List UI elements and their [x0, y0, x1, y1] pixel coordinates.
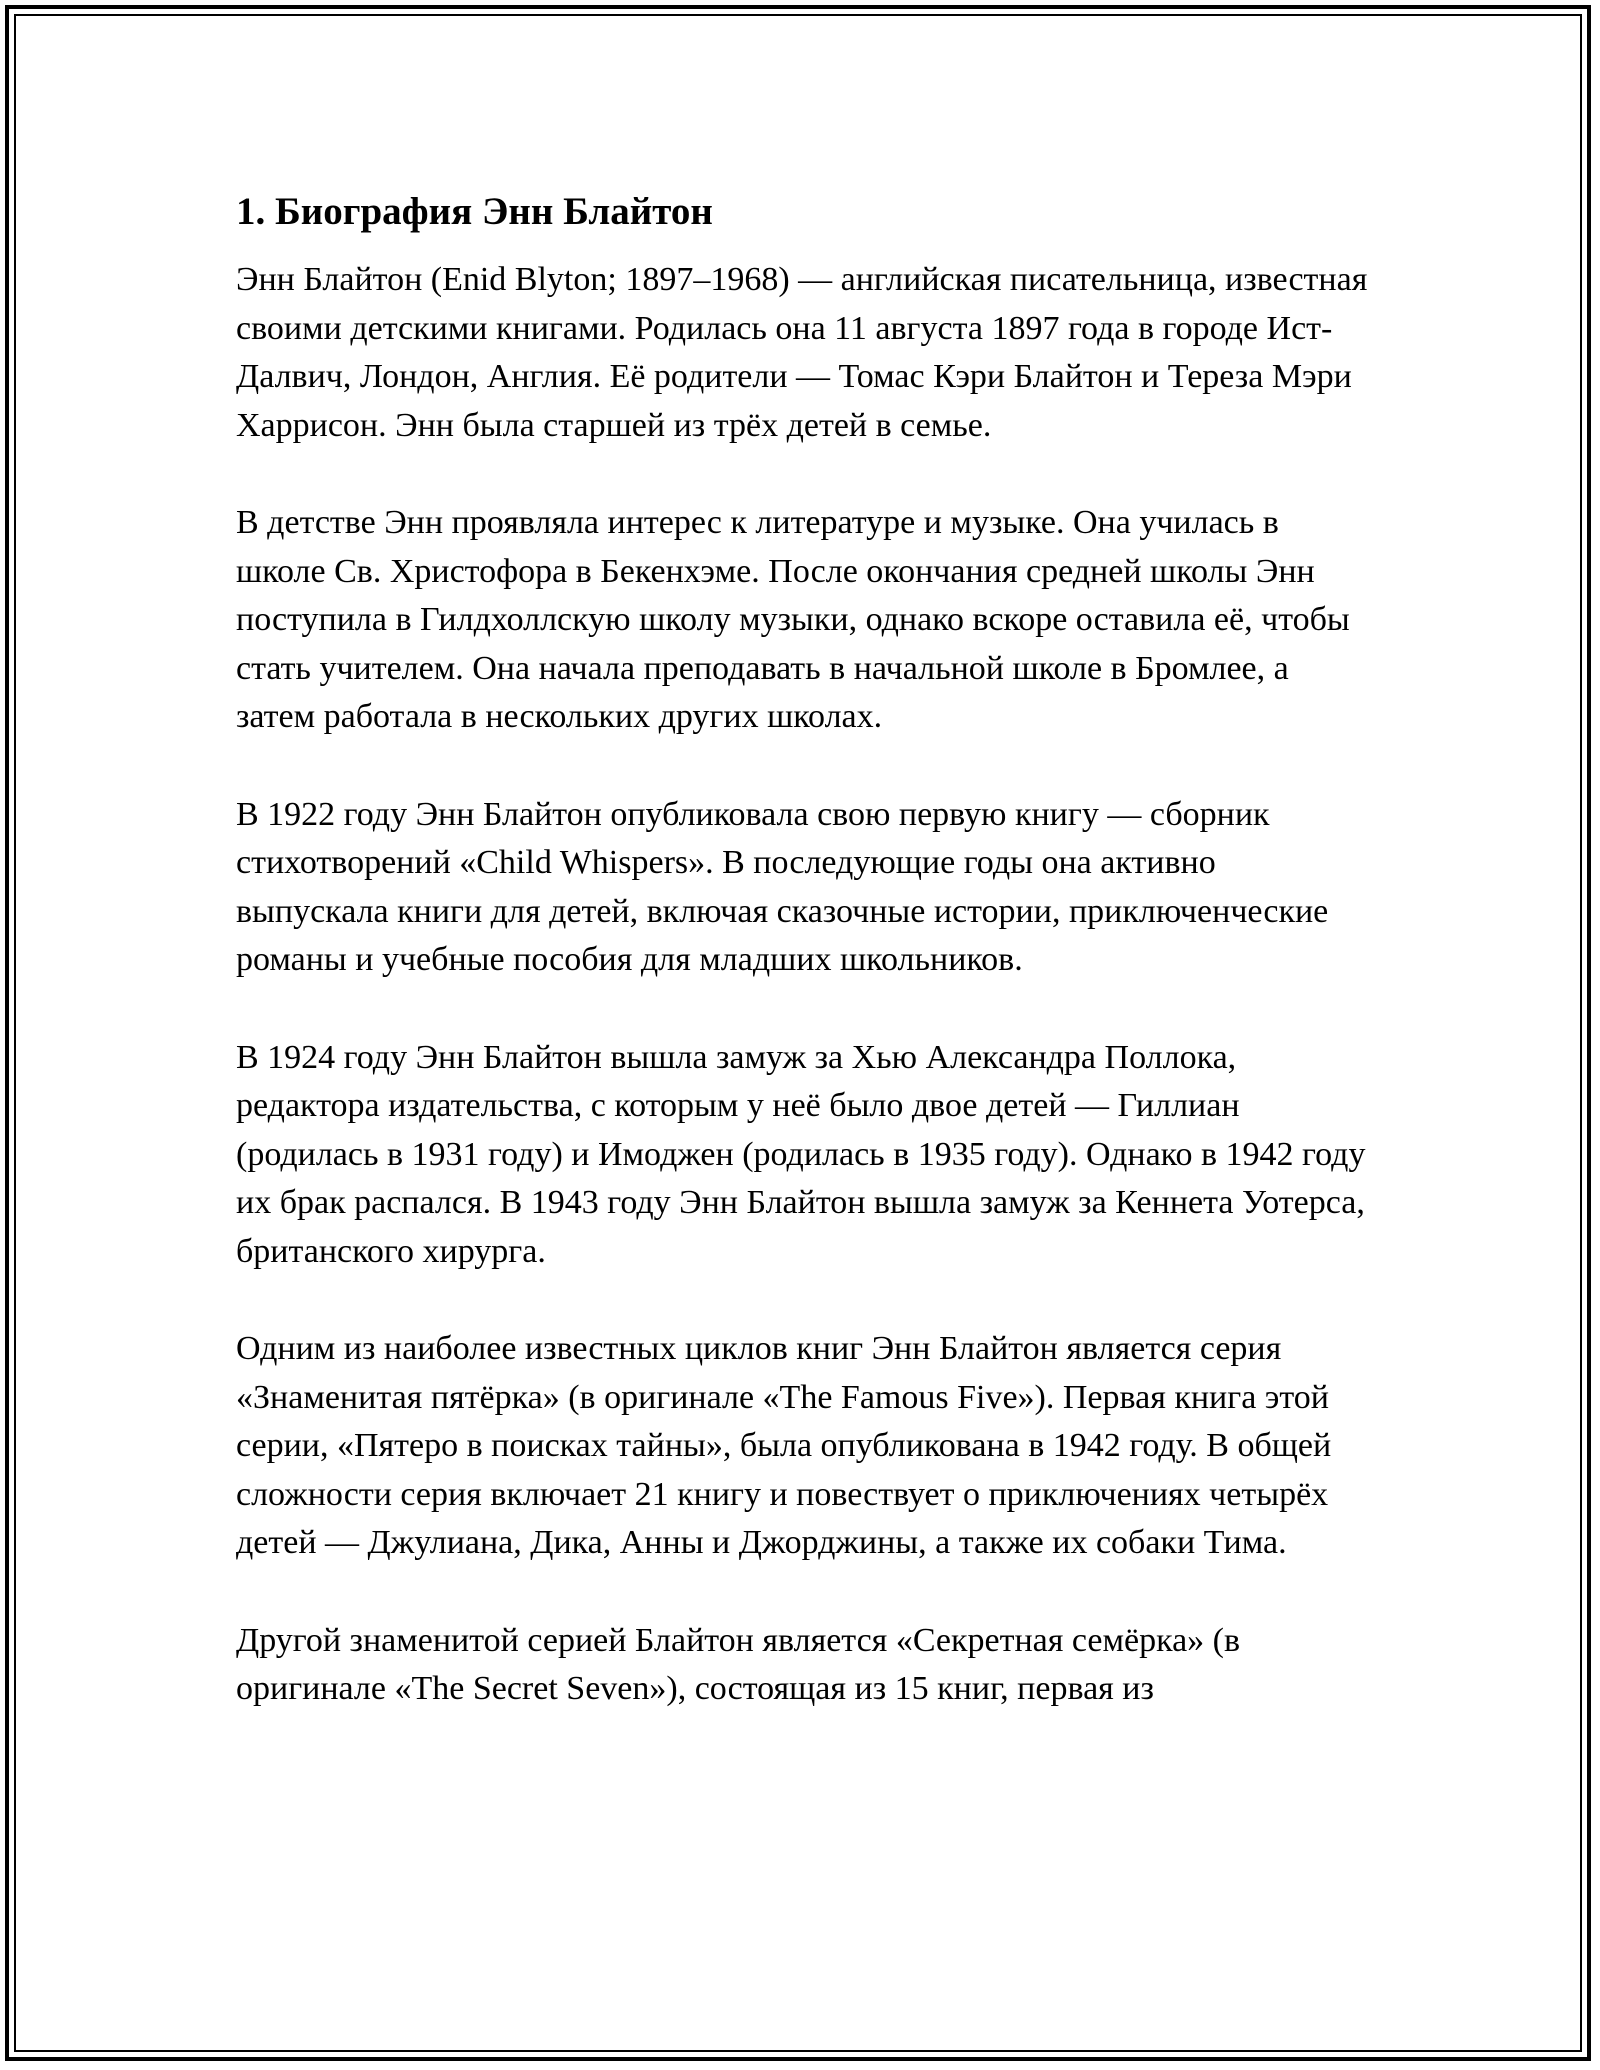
page-title: 1. Биография Энн Блайтон	[236, 190, 713, 233]
paragraph-marriage: В 1924 году Энн Блайтон вышла замуж за Хью Александра Поллока, редактора издательства, с которым у неё было двое детей — Гиллиан (родилась в 1931 году) и Имоджен (родилась в 1935 году). Однако в 1942 году их брак распался. В 1943 году Энн Блайтон вышла замуж за Кеннета Уотерса, британского хирурга.	[236, 1038, 1366, 1270]
paragraph-education: В детстве Энн проявляла интерес к литературе и музыке. Она училась в школе Св. Христофора в Бекенхэме. После окончания средней школы Энн поступила в Гилдхоллскую школу музыки, однако вскоре оставила её, чтобы стать учителем. Она начала преподавать в начальной школе в Бромлее, а затем работала в нескольких других школах.	[236, 504, 1350, 735]
document-body	[236, 186, 1376, 1763]
paragraph-first-book: В 1922 году Энн Блайтон опубликовала свою первую книгу — сборник стихотворений «Child Whispers». В последующие годы она активно выпускала книги для детей, включая сказочные истории, приключенческие романы и учебные пособия для младших школьников.	[236, 795, 1329, 978]
paragraph-secret-seven: Другой знаменитой серией Блайтон является «Секретная семёрка» (в оригинале «The Secret Seven»), состоящая из 15 книг, первая из	[236, 1621, 1241, 1707]
paragraph-early-life: Энн Блайтон (Enid Blyton; 1897–1968) — английская писательница, известная своими детскими книгами. Родилась она 11 августа 1897 года в городе Ист-Далвич, Лондон, Англия. Её родители — Томас Кэри Блайтон и Тереза Мэри Харрисон. Энн была старшей из трёх детей в семье.	[236, 261, 1368, 444]
paragraph-famous-five: Одним из наиболее известных циклов книг Энн Блайтон является серия «Знаменитая пятёрка» (в оригинале «The Famous Five»). Первая книга этой серии, «Пятеро в поисках тайны», была опубликована в 1942 году. В общей сложности серия включает 21 книгу и повествует о приключениях четырёх детей — Джулиана, Дика, Анны и Джорджины, а также их собаки Тима.	[236, 1330, 1332, 1561]
